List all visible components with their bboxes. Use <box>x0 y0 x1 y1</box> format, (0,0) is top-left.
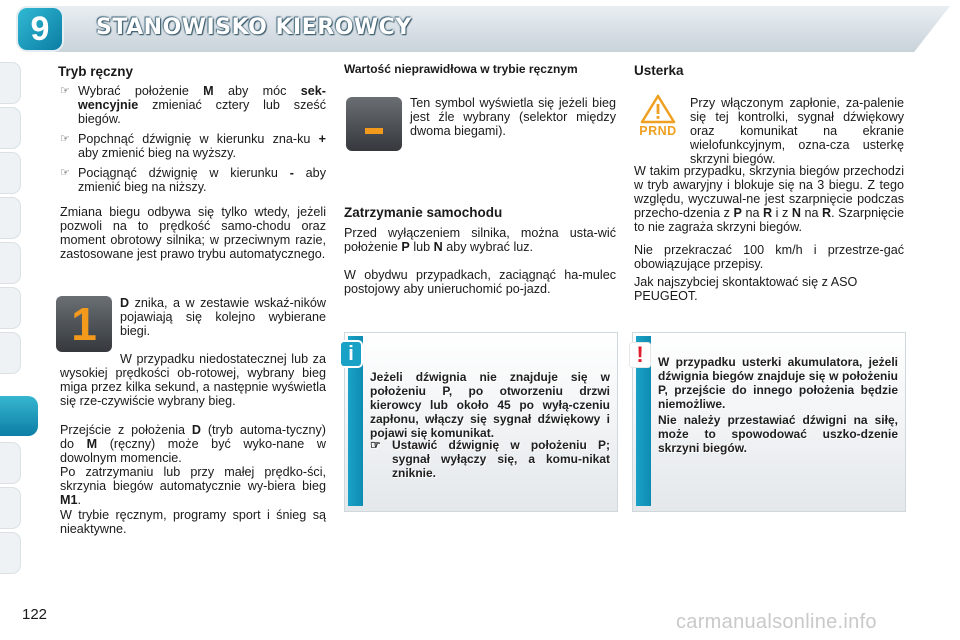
warning-box-text-1: W przypadku usterki akumulatora, jeżeli dźwignia biegów znajduje się w położeniu P, przejście do innego położenia będzie niemożliwe. <box>658 355 898 411</box>
bullet-push-lever: ☞ Popchnąć dźwignię w kierunku zna-ku + aby zmienić bieg na wyższy. <box>60 132 326 160</box>
chapter-tab-11[interactable] <box>0 532 21 574</box>
bullet-select-m: ☞ Wybrać położenie M aby móc sek-wencyjnie zmieniać cztery lub sześć biegów. <box>60 84 326 126</box>
rpm-paragraph: W przypadku niedostatecznej lub za wysokiej prędkości ob-rotowej, wybrany bieg miga przez kilka sekund, a następnie wyświetla się rze-czywiście wybrany bieg. <box>60 352 326 408</box>
minus-bar-icon <box>365 128 383 134</box>
finger-pointer-icon: ☞ <box>60 133 70 145</box>
fault-lamp-paragraph: Przy włączonym zapłonie, za-palenie się tej kontrolki, sygnał dźwiękowy oraz komunikat na ekranie wielofunkcyjnym, ozna-cza usterkę skrzyni biegów. <box>690 96 904 166</box>
info-box-bullet: ☞ Ustawić dźwignię w położeniu P; sygnał wyłączy się, a komu-nikat zniknie. <box>370 438 610 480</box>
info-icon: i <box>341 342 361 366</box>
parking-brake-paragraph: W obydwu przypadkach, zaciągnąć ha-mulec postojowy aby unieruchomić po-jazd. <box>344 268 616 296</box>
stopping-vehicle-heading: Zatrzymanie samochodu <box>344 205 503 220</box>
gear-change-paragraph: Zmiana biegu odbywa się tylko wtedy, jeżeli pozwoli na to prędkość samo-chodu oraz moment obrotowy silnika; w przeciwnym razie, zastosowane jest prawo trybu automatycznego. <box>60 205 326 261</box>
d-to-m-paragraph: Przejście z położenia D (tryb automa-tyczny) do M (ręczny) może być wyko-nane w dowolnym momencie. <box>60 423 326 465</box>
manual-mode-heading: Tryb ręczny <box>58 64 134 79</box>
symbol-description: Ten symbol wyświetla się jeżeli bieg jest źle wybrany (selektor między dwoma biegami). <box>410 96 616 138</box>
sport-snow-paragraph: W trybie ręcznym, programy sport i śnieg są nieaktywne. <box>60 508 326 536</box>
invalid-value-heading: Wartość nieprawidłowa w trybie ręcznym <box>344 62 578 76</box>
gearbox-fault-warning-icon: PRND <box>634 94 682 140</box>
gear-1-display-icon: 1 <box>56 296 112 352</box>
chapter-tab-2[interactable] <box>0 107 21 149</box>
chapter-number-badge: 9 <box>18 8 62 50</box>
d-disappears-paragraph: D znika, a w zestawie wskaź-ników pojawiają się kolejno wybierane biegi. <box>120 296 326 338</box>
finger-pointer-icon: ☞ <box>370 438 381 452</box>
chapter-tab-1[interactable] <box>0 62 21 104</box>
degraded-mode-paragraph: W takim przypadku, skrzynia biegów przechodzi w tryb awaryjny i blokuje się na 3 biegu. Z tego względu, wyczuwal-ne jest szarpnięcie podczas przecho-dzenia z P na R i z N na R. Szarpnięcie to nie zagraża skrzyni biegów. <box>634 164 904 234</box>
contact-dealer-paragraph: Jak najszybciej skontaktować się z ASO PEUGEOT. <box>634 275 858 303</box>
m1-paragraph: Po zatrzymaniu lub przy małej prędko-ści, skrzynia biegów automatycznie wy-biera bieg M1. <box>60 465 326 507</box>
speed-limit-paragraph: Nie przekraczać 100 km/h i przestrze-gać obowiązujące przepisy. <box>634 243 904 271</box>
chapter-tab-10[interactable] <box>0 487 21 529</box>
chapter-tab-active[interactable] <box>0 396 38 436</box>
warning-triangle-icon <box>634 94 682 124</box>
watermark: carmanualsonline.info <box>676 611 877 633</box>
chapter-tab-6[interactable] <box>0 287 21 329</box>
fault-heading: Usterka <box>634 63 684 78</box>
page-number: 122 <box>22 606 48 623</box>
chapter-tab-7[interactable] <box>0 332 21 374</box>
page-title: STANOWISKO KIEROWCY <box>96 15 412 40</box>
chapter-tab-9[interactable] <box>0 442 21 484</box>
info-box-text: Jeżeli dźwignia nie znajduje się w położeniu P, po otworzeniu drzwi kierowcy lub około 45 po wyłą-czeniu zapłonu, włączy się sygnał dźwiękowy i pojawi się komunikat. <box>370 370 610 440</box>
bullet-pull-lever: ☞ Pociągnąć dźwignię w kierunku - aby zmienić bieg na niższy. <box>60 166 326 194</box>
chapter-tab-4[interactable] <box>0 197 21 239</box>
exclamation-icon: ! <box>629 342 651 368</box>
chapter-tab-5[interactable] <box>0 242 21 284</box>
finger-pointer-icon: ☞ <box>60 167 70 179</box>
minus-gear-icon <box>346 97 402 151</box>
finger-pointer-icon: ☞ <box>60 85 70 97</box>
warning-box-text-2: Nie należy przestawiać dźwigni na siłę, może to spowodować uszko-dzenie skrzyni biegów. <box>658 413 898 455</box>
manual-mode-bullets <box>60 84 326 194</box>
neutral-paragraph: Przed wyłączeniem silnika, można usta-wić położenie P lub N aby wybrać luz. <box>344 226 616 254</box>
chapter-tab-3[interactable] <box>0 152 21 194</box>
